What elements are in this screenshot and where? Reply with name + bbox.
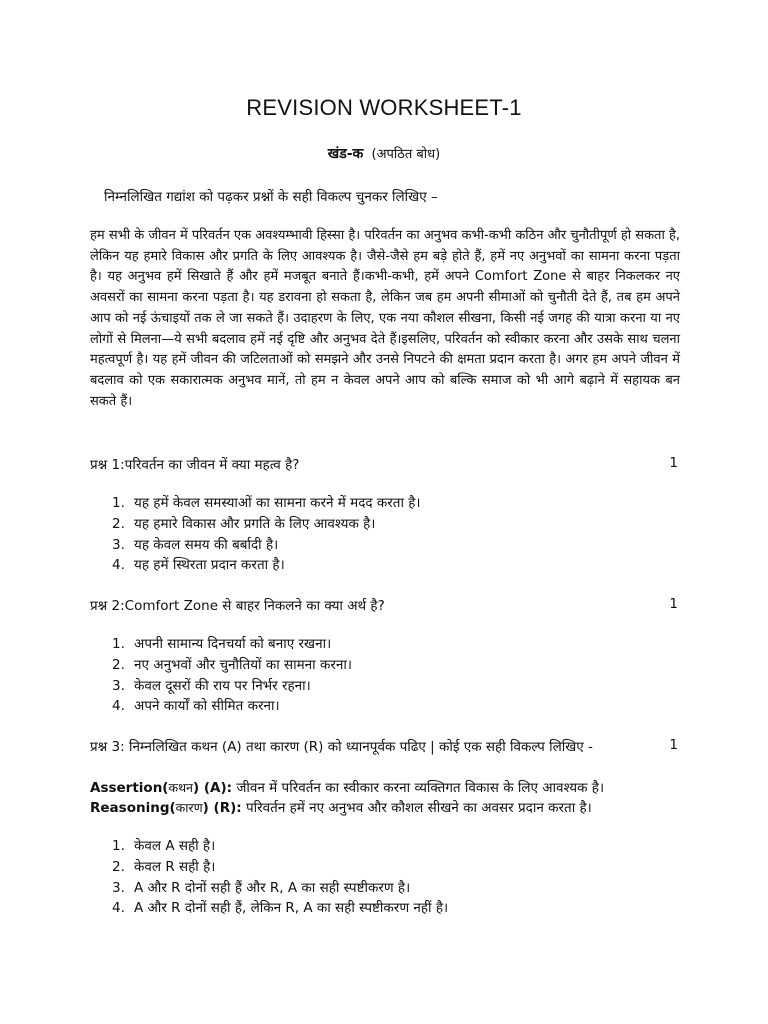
section-heading bbox=[0, 144, 768, 163]
option-item: 2. नए अनुभवों और चुनौतियों का सामना करना। bbox=[112, 656, 352, 673]
reasoning-label: Reasoning(कारण) (R): bbox=[90, 800, 242, 816]
section-sublabel: (अपठित बोध) bbox=[371, 147, 441, 162]
option-item: 4. A और R दोनों सही हैं, लेकिन R, A का सही स्पष्टीकरण नहीं है। bbox=[112, 900, 449, 917]
question-3-text: प्रश्न 3: निम्नलिखित कथन (A) तथा कारण (R) को ध्यानपूर्वक पढिए | कोई एक सही विकल्प लिखिए - bbox=[90, 739, 593, 755]
assertion-label: Assertion(कथन) (A): bbox=[90, 780, 233, 796]
assertion-line bbox=[90, 778, 690, 796]
option-item: 2. केवल R सही है। bbox=[112, 858, 216, 875]
question-2 bbox=[90, 596, 680, 614]
question-3-options bbox=[112, 836, 448, 919]
option-item: 1. केवल A सही है। bbox=[112, 838, 216, 854]
option-item: 3. यह केवल समय की बर्बादी है। bbox=[112, 536, 279, 553]
instruction-text: निम्नलिखित गद्यांश को पढ़कर प्रश्नों के सही विकल्प चुनकर लिखिए – bbox=[104, 189, 438, 205]
question-3 bbox=[90, 737, 680, 755]
option-item: 3. केवल दूसरों की राय पर निर्भर रहना। bbox=[112, 677, 311, 694]
question-1-options bbox=[112, 493, 421, 576]
comprehension-passage: हम सभी के जीवन में परिवर्तन एक अवश्यम्भावी हिस्सा है। परिवर्तन का अनुभव कभी-कभी कठिन और चुनौतीपूर्ण हो सकता है, लेकिन यह हमारे विकास और प्रगति के लिए आवश्यक है। जैसे-जैसे हम बड़े होते हैं, हमें नए अनुभवों का सामना करना पड़ता है। यह अनुभव हमें सिखाते हैं और हमें मजबूत बनाते हैं।कभी-कभी, हमें अपने Comfort Zone से बाहर निकलकर नए अवसरों का सामना करना पड़ता है। यह डरावना हो सकता है, लेकिन जब हम अपनी सीमाओं को चुनौती देते हैं, तब हम अपने आप को नई ऊंचाइयों तक ले जा सकते हैं। उदाहरण के लिए, एक नया कौशल सीखना, किसी नई जगह की यात्रा करना या नए लोगों से मिलना—ये सभी बदलाव हमें नई दृष्टि और अनुभव देते हैं।इसलिए, परिवर्तन को स्वीकार करना और उसके साथ चलना महत्वपूर्ण है। यह हमें जीवन की जटिलताओं को समझने और उनसे निपटने की क्षमता प्रदान करता है। अगर हम अपने जीवन में बदलाव को एक सकारात्मक अनुभव मानें, तो हम न केवल अपने आप को बल्कि समाज को भी आगे बढ़ाने में सहायक बन सकते हैं। bbox=[90, 228, 680, 409]
option-item: 2. यह हमारे विकास और प्रगति के लिए आवश्यक है। bbox=[112, 515, 376, 532]
question-2-options bbox=[112, 634, 352, 717]
section-label: खंड-क bbox=[327, 146, 364, 162]
question-2-marks: 1 bbox=[669, 596, 678, 612]
option-item: 3. A और R दोनों सही हैं और R, A का सही स्पष्टीकरण है। bbox=[112, 879, 411, 896]
assertion-text: जीवन में परिवर्तन का स्वीकार करना व्यक्तिगत विकास के लिए आवश्यक है। bbox=[236, 780, 605, 796]
option-item: 4. अपने कार्यों को सीमित करना। bbox=[112, 698, 280, 715]
question-3-marks: 1 bbox=[669, 737, 678, 753]
worksheet-title: REVISION WORKSHEET-1 bbox=[246, 95, 522, 120]
question-1-text: प्रश्न 1:परिवर्तन का जीवन में क्या महत्व है? bbox=[90, 457, 300, 473]
question-1 bbox=[90, 455, 680, 473]
option-item: 1. यह हमें केवल समस्याओं का सामना करने में मदद करता है। bbox=[112, 495, 421, 511]
question-1-marks: 1 bbox=[669, 455, 678, 471]
option-item: 4. यह हमें स्थिरता प्रदान करता है। bbox=[112, 557, 285, 574]
question-2-text: प्रश्न 2:Comfort Zone से बाहर निकलने का क्या अर्थ है? bbox=[90, 598, 385, 614]
reasoning-line bbox=[90, 798, 690, 816]
reasoning-text: परिवर्तन हमें नए अनुभव और कौशल सीखने का अवसर प्रदान करता है। bbox=[245, 800, 592, 816]
option-item: 1. अपनी सामान्य दिनचर्या को बनाए रखना। bbox=[112, 636, 332, 652]
